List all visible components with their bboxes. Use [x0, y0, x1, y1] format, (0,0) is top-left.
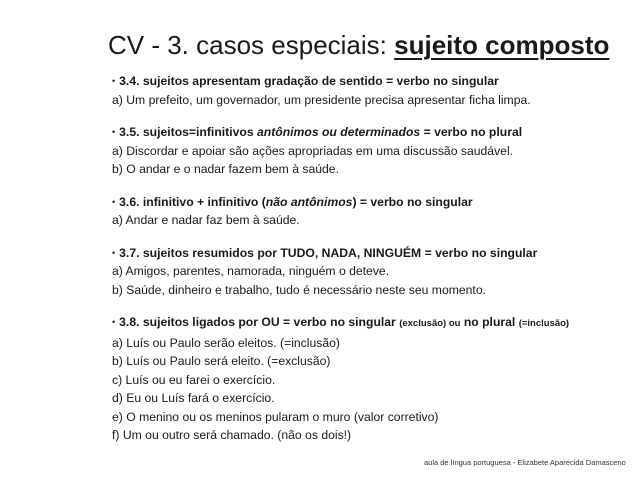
heading-text: 3.7. sujeitos resumidos por TUDO, NADA, NINGUÉM = verbo no singular [119, 245, 538, 260]
heading-text: 3.5. sujeitos=infinitivos [119, 125, 257, 139]
section-heading [112, 72, 632, 91]
section-3-6 [112, 193, 632, 230]
slide-title-highlight: sujeito composto [394, 30, 610, 60]
section-3-4 [112, 72, 632, 109]
heading-text: ) = verbo no singular [352, 194, 473, 209]
example-line: f) Um ou outro será chamado. (não os dois!) [112, 428, 352, 442]
bullet-icon: • [112, 76, 116, 86]
heading-small-text: (=inclusão) [518, 318, 570, 329]
section-heading [112, 244, 632, 263]
heading-text: no plural [460, 315, 519, 329]
bullet-icon: • [112, 196, 116, 207]
slide-content [112, 72, 632, 459]
example-line: b) O andar e o nadar fazem bem à saúde. [112, 162, 339, 176]
slide-footer: aula de língua portuguesa - Elizabete Aparecida Damasceno [424, 458, 626, 467]
section-3-8 [112, 313, 632, 445]
example-line: c) Luís ou eu farei o exercício. [112, 372, 276, 387]
section-heading [112, 123, 632, 142]
heading-text: = verbo no plural [420, 125, 523, 139]
example-line: a) Luís ou Paulo serão eleitos. (=inclusão) [112, 335, 340, 350]
heading-text: 3.8. sujeitos ligados por OU = verbo no singular [119, 315, 400, 329]
heading-text: 3.4. sujeitos apresentam gradação de sentido = verbo no singular [119, 74, 499, 88]
example-line: a) Discordar e apoiar são ações apropriadas em uma discussão saudável. [112, 143, 514, 158]
slide-title [108, 30, 609, 61]
bullet-icon: • [112, 317, 116, 327]
example-line: b) Luís ou Paulo será eleito. (=exclusão) [112, 354, 331, 368]
bullet-icon: • [112, 127, 116, 137]
example-line: a) Andar e nadar faz bem à saúde. [112, 213, 300, 227]
section-3-7 [112, 244, 632, 300]
example-line: b) Saúde, dinheiro e trabalho, tudo é necessário neste seu momento. [112, 282, 486, 297]
section-heading [112, 193, 632, 212]
section-heading [112, 313, 632, 334]
heading-text: 3.6. infinitivo + infinitivo ( [119, 194, 266, 209]
example-line: d) Eu ou Luís fará o exercício. [112, 391, 275, 405]
example-line: a) Amigos, parentes, namorada, ninguém o deteve. [112, 264, 390, 278]
example-line: e) O menino ou os meninos pularam o muro (valor corretivo) [112, 409, 439, 424]
example-line: a) Um prefeito, um governador, um presidente precisa apresentar ficha limpa. [112, 92, 531, 107]
slide-title-prefix: CV - 3. casos especiais: [108, 30, 395, 60]
bullet-icon: • [112, 247, 116, 258]
heading-italic-text: não antônimos [265, 194, 353, 209]
section-3-5 [112, 123, 632, 179]
heading-small-text: (exclusão) ou [399, 318, 461, 329]
heading-italic-text: antônimos ou determinados [256, 125, 421, 139]
